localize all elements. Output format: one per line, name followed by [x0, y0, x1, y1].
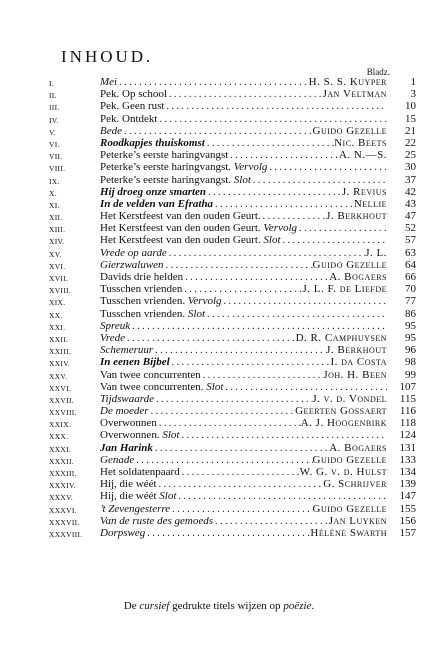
- dot-leader: [153, 443, 329, 455]
- entry-number: XXIV.: [49, 359, 71, 369]
- entry-author: J. Berkhout: [326, 344, 387, 357]
- toc-entry: [0, 88, 438, 100]
- entry-author: Jan Luyken: [328, 514, 387, 527]
- entry-title: Tusschen vrienden: [100, 283, 183, 296]
- toc-entry: [0, 442, 438, 454]
- entry-number: XXVI.: [49, 383, 72, 393]
- dot-leader: [206, 187, 342, 199]
- entry-number: XV.: [49, 249, 62, 259]
- entry-author: D. R. Camphuysen: [295, 331, 387, 344]
- footnote: [0, 600, 438, 612]
- toc-entry: [0, 174, 438, 186]
- toc-entry: [0, 405, 438, 417]
- entry-title: De moeder: [100, 405, 149, 418]
- entry-title: Van twee concurrenten: [100, 368, 201, 381]
- toc-entry: [0, 259, 438, 271]
- entry-title: In eenen Bijbel: [100, 356, 170, 369]
- entry-author: Geerten Gossaert: [295, 405, 387, 418]
- dot-leader: [205, 138, 334, 150]
- entry-author: Guido Gezelle: [312, 502, 387, 515]
- footnote-text-2: cursief: [139, 600, 170, 612]
- entry-page: 157: [399, 526, 416, 539]
- toc-entry: [0, 149, 438, 161]
- toc-entry: [0, 125, 438, 137]
- entry-page: 131: [399, 441, 416, 454]
- entry-page: 134: [399, 466, 416, 478]
- entry-page: 64: [405, 258, 416, 271]
- entry-page: 147: [399, 490, 416, 503]
- entry-page: 25: [405, 149, 416, 162]
- entry-line: [100, 417, 387, 430]
- entry-page: 15: [405, 112, 416, 125]
- entry-line: [100, 283, 387, 296]
- entry-number: IX.: [49, 176, 60, 186]
- entry-number: V.: [49, 127, 56, 137]
- entry-title: Van de ruste des gemoeds: [100, 514, 214, 527]
- entry-author: Joh. H. Been: [323, 368, 387, 381]
- entry-number: XVI.: [49, 261, 66, 271]
- entry-title: Pek. Op school: [100, 88, 167, 101]
- entry-title: Vrede: [100, 331, 126, 344]
- entry-line: [100, 466, 387, 479]
- entry-title: Vrede op aarde: [100, 246, 167, 259]
- entry-line: [100, 259, 387, 272]
- entry-number: XXV.: [49, 371, 68, 381]
- dot-leader: [122, 126, 313, 138]
- entry-number: XXXIV.: [49, 481, 76, 491]
- entry-title: Genade: [100, 453, 135, 466]
- entry-line: [100, 174, 387, 187]
- entry-author: A. N.—S.: [338, 149, 387, 162]
- entry-page: 139: [399, 478, 416, 491]
- toc-entry: [0, 76, 438, 88]
- entry-page: 47: [405, 210, 416, 223]
- toc-entry: [0, 100, 438, 112]
- dot-leader: [125, 333, 296, 345]
- footnote-text-4: poëzie: [283, 600, 312, 612]
- entry-title: Dorpsweg: [100, 526, 146, 539]
- entry-continuation: Vervolg: [233, 161, 268, 174]
- page-title: INHOUD.: [61, 47, 154, 66]
- dot-leader: [149, 406, 296, 418]
- footnote-text-5: .: [311, 600, 315, 612]
- entry-title: Peterke’s eerste haringvangst: [100, 149, 229, 162]
- entry-line: [100, 429, 387, 442]
- entry-line: [100, 515, 387, 528]
- entry-page: 21: [405, 124, 416, 137]
- entry-continuation: Vervolg: [263, 222, 298, 235]
- entry-line: [100, 210, 387, 223]
- entry-page: 124: [399, 429, 416, 442]
- entry-number: XXVII.: [49, 395, 74, 405]
- toc-entry: [0, 332, 438, 344]
- toc-entry: [0, 308, 438, 320]
- entry-page: 98: [405, 356, 416, 369]
- toc-entry: [0, 137, 438, 149]
- entry-number: VIII.: [49, 164, 66, 174]
- entry-number: XXIII.: [49, 347, 72, 357]
- entry-author: A. Bogaers: [329, 441, 387, 454]
- toc-entry: [0, 369, 438, 381]
- entry-line: [100, 320, 387, 333]
- entry-page: 133: [399, 453, 416, 466]
- entry-line: [100, 161, 387, 174]
- entry-page: 155: [399, 502, 416, 515]
- entry-title: Mei: [100, 76, 118, 88]
- dot-leader: [117, 77, 309, 89]
- entry-page: 30: [405, 161, 416, 174]
- entry-author: Guido Gezelle: [312, 453, 387, 466]
- entry-number: XX.: [49, 310, 63, 320]
- entry-page: 95: [405, 319, 416, 332]
- toc-entry: [0, 515, 438, 527]
- entry-number: XXIX.: [49, 420, 72, 430]
- toc-entry: [0, 344, 438, 356]
- entry-title: Tusschen vrienden.: [100, 295, 186, 308]
- entry-number: XXXV.: [49, 493, 74, 503]
- entry-page: 63: [405, 246, 416, 259]
- entry-line: [100, 527, 387, 540]
- entry-continuation: Vervolg: [187, 295, 222, 308]
- dot-leader: [251, 175, 387, 187]
- entry-continuation: Slot: [162, 429, 180, 442]
- dot-leader: [176, 491, 387, 503]
- entry-line: [100, 271, 387, 284]
- toc-entry: [0, 454, 438, 466]
- entry-line: [100, 125, 387, 138]
- entry-title: Tusschen vrienden.: [100, 307, 186, 320]
- entry-title: Het soldatenpaard: [100, 466, 180, 478]
- dot-leader: [157, 418, 301, 430]
- toc-entry: [0, 113, 438, 125]
- entry-line: [100, 308, 387, 321]
- entry-line: [100, 295, 387, 308]
- toc-entry: [0, 186, 438, 198]
- entry-number: VI.: [49, 139, 60, 149]
- entry-author: Hélène Swarth: [310, 526, 387, 539]
- toc-entry: [0, 527, 438, 539]
- entry-number: XII.: [49, 213, 63, 223]
- entry-title: Het Kerstfeest van den ouden Geurt.: [100, 210, 261, 223]
- entry-number: XXXVI.: [49, 505, 77, 515]
- entry-line: [100, 222, 387, 235]
- entry-number: II.: [49, 91, 57, 101]
- entry-title: Peterke’s eerste haringvangst.: [100, 173, 232, 186]
- entry-line: [100, 503, 387, 516]
- entry-page: 115: [399, 392, 416, 405]
- entry-page: 116: [399, 405, 416, 418]
- entry-title: Overwonnen: [100, 417, 157, 430]
- dot-leader: [157, 114, 387, 126]
- toc-entry: [0, 417, 438, 429]
- toc-entry: [0, 271, 438, 283]
- entry-title: Pek. Geen rust: [100, 100, 165, 113]
- entry-page: 3: [410, 88, 416, 101]
- toc-entry: [0, 247, 438, 259]
- dot-leader: [145, 528, 310, 540]
- dot-leader: [134, 455, 312, 467]
- entry-line: [100, 478, 387, 491]
- entry-line: [100, 76, 387, 89]
- entry-author: Nellie: [353, 197, 387, 210]
- entry-author: Nic. Beets: [334, 136, 387, 149]
- entry-title: Schemeruur: [100, 344, 154, 357]
- page-column-header: Bladz.: [366, 67, 390, 77]
- entry-author: J. Berkhout: [326, 210, 387, 223]
- entry-title: Het Kerstfeest van den ouden Geurt.: [100, 234, 261, 247]
- entry-title: Tijdswaarde: [100, 392, 154, 405]
- entry-line: [100, 198, 387, 211]
- entry-author: Jan Veltman: [322, 88, 387, 101]
- dot-leader: [157, 479, 324, 491]
- entry-number: XXXVII.: [49, 517, 80, 527]
- toc-entry: [0, 320, 438, 332]
- entry-line: [100, 137, 387, 150]
- dot-leader: [213, 516, 329, 528]
- entry-line: [100, 100, 387, 113]
- entry-page: 96: [405, 344, 416, 357]
- entry-number: XXX.: [49, 432, 69, 442]
- entry-number: XXXVIII.: [49, 529, 83, 539]
- dot-leader: [179, 430, 387, 442]
- entry-line: [100, 149, 387, 162]
- entry-number: I.: [49, 79, 54, 88]
- entry-page: 118: [399, 417, 416, 430]
- entry-number: XXXII.: [49, 456, 74, 466]
- toc-entry: [0, 503, 438, 515]
- dot-leader: [183, 272, 329, 284]
- entry-author: J. L. F. de Liefde: [302, 283, 387, 296]
- dot-leader: [222, 296, 387, 308]
- dot-leader: [170, 357, 331, 369]
- dot-leader: [180, 467, 300, 479]
- entry-line: [100, 332, 387, 345]
- entry-number: XIII.: [49, 225, 66, 235]
- entry-page: 57: [405, 234, 416, 247]
- entry-number: XXXI.: [49, 444, 72, 454]
- entry-title: Spreuk: [100, 319, 131, 332]
- toc-entry: [0, 210, 438, 222]
- entry-continuation: Slot: [206, 380, 224, 393]
- entry-number: XVII.: [49, 274, 69, 283]
- entry-number: XIX.: [49, 298, 66, 308]
- entry-page: 156: [399, 514, 416, 527]
- entry-title: Pek. Ontdekt: [100, 112, 158, 125]
- entry-continuation: Slot: [233, 173, 251, 186]
- toc-entry: [0, 234, 438, 246]
- dot-leader: [205, 309, 387, 321]
- entry-page: 43: [405, 197, 416, 210]
- entry-author: Guido Gezelle: [312, 124, 387, 137]
- toc-entry: [0, 222, 438, 234]
- entry-number: III.: [49, 103, 60, 113]
- entry-line: [100, 356, 387, 369]
- entry-line: [100, 344, 387, 357]
- entry-page: 95: [405, 331, 416, 344]
- toc-entry: [0, 429, 438, 441]
- entry-page: 107: [399, 380, 416, 393]
- entry-title: ’t Zevengesterre: [100, 502, 171, 515]
- entry-author: G. Schrijver: [323, 478, 387, 491]
- entry-line: [100, 442, 387, 455]
- entry-line: [100, 381, 387, 394]
- entry-number: XXXIII.: [49, 469, 77, 478]
- dot-leader: [261, 211, 326, 223]
- toc-entry: [0, 161, 438, 173]
- entry-number: X.: [49, 188, 57, 198]
- entry-author: I. da Costa: [330, 356, 387, 369]
- entry-title: Van twee concurrenten.: [100, 380, 204, 393]
- entry-page: 77: [405, 295, 416, 308]
- toc-entry: [0, 283, 438, 295]
- entry-line: [100, 405, 387, 418]
- toc-entry: [0, 198, 438, 210]
- toc-entry: [0, 295, 438, 307]
- entry-page: 52: [405, 222, 416, 235]
- dot-leader: [167, 89, 323, 101]
- toc-entry: [0, 490, 438, 502]
- entry-author: W. G. v. d. Hulst: [299, 466, 387, 478]
- dot-leader: [153, 345, 326, 357]
- entry-continuation: Slot: [159, 490, 177, 503]
- entry-number: XVIII.: [49, 286, 72, 296]
- dot-leader: [182, 284, 302, 296]
- entry-page: 66: [405, 271, 416, 283]
- dot-leader: [130, 321, 387, 333]
- entry-title: Peterke’s eerste haringvangst.: [100, 161, 232, 174]
- toc-list: [0, 76, 438, 539]
- entry-line: [100, 88, 387, 101]
- entry-page: 10: [405, 100, 416, 113]
- entry-author: A. Bogaers: [329, 271, 387, 283]
- entry-line: [100, 454, 387, 467]
- entry-number: XIV.: [49, 237, 65, 247]
- entry-title: Davids drie helden: [100, 271, 184, 283]
- entry-line: [100, 393, 387, 406]
- entry-number: IV.: [49, 115, 59, 125]
- entry-number: XXII.: [49, 334, 69, 344]
- entry-line: [100, 247, 387, 260]
- entry-line: [100, 186, 387, 199]
- entry-author: Guido Gezelle: [312, 258, 387, 271]
- entry-title: Gierzwaluwen: [100, 258, 164, 271]
- entry-author: J. L.: [365, 246, 387, 259]
- entry-page: 1: [410, 76, 416, 88]
- dot-leader: [267, 162, 387, 174]
- toc-entry: [0, 356, 438, 368]
- entry-continuation: Slot: [187, 307, 206, 320]
- footnote-text-1: De: [123, 600, 140, 612]
- entry-page: 86: [405, 307, 416, 320]
- entry-page: 99: [405, 368, 416, 381]
- entry-title: Het Kerstfeest van den ouden Geurt.: [100, 222, 261, 235]
- entry-number: XI.: [49, 200, 60, 210]
- entry-title: Hij, die wéét: [100, 478, 157, 491]
- entry-title: In de velden van Efratha: [100, 197, 214, 210]
- entry-number: XXI.: [49, 322, 66, 332]
- dot-leader: [164, 260, 313, 272]
- toc-entry: [0, 393, 438, 405]
- entry-title: Overwonnen.: [100, 429, 160, 442]
- toc-entry: [0, 466, 438, 478]
- entry-title: Roodkapjes thuiskomst: [100, 136, 205, 149]
- dot-leader: [164, 101, 387, 113]
- toc-entry: [0, 381, 438, 393]
- entry-number: VII.: [49, 152, 63, 162]
- entry-page: 70: [405, 283, 416, 296]
- entry-author: H. S. S. Kuyper: [308, 76, 387, 88]
- dot-leader: [297, 223, 387, 235]
- entry-title: Hij, die wéét: [100, 490, 157, 503]
- dot-leader: [154, 394, 312, 406]
- entry-line: [100, 369, 387, 382]
- entry-page: 22: [405, 136, 416, 149]
- entry-line: [100, 234, 387, 247]
- entry-page: 37: [405, 173, 416, 186]
- dot-leader: [213, 199, 354, 211]
- toc-entry: [0, 478, 438, 490]
- entry-title: Bede: [100, 124, 122, 137]
- dot-leader: [281, 235, 387, 247]
- entry-line: [100, 490, 387, 503]
- entry-title: Hij droeg onze smarten: [100, 185, 207, 198]
- entry-author: J. Revius: [341, 185, 387, 198]
- dot-leader: [228, 150, 339, 162]
- entry-author: J. v. d. Vondel: [312, 392, 387, 405]
- dot-leader: [170, 504, 312, 516]
- entry-title: Jan Harink: [100, 441, 153, 454]
- dot-leader: [167, 248, 365, 260]
- entry-number: XXVIII.: [49, 408, 77, 418]
- dot-leader: [201, 370, 324, 382]
- entry-line: [100, 113, 387, 126]
- dot-leader: [223, 382, 387, 394]
- footnote-text-3: gedrukte titels wijzen op: [169, 600, 284, 612]
- entry-continuation: Slot: [263, 234, 281, 247]
- entry-page: 42: [405, 185, 416, 198]
- entry-author: A. J. Hoogenbirk: [300, 417, 387, 430]
